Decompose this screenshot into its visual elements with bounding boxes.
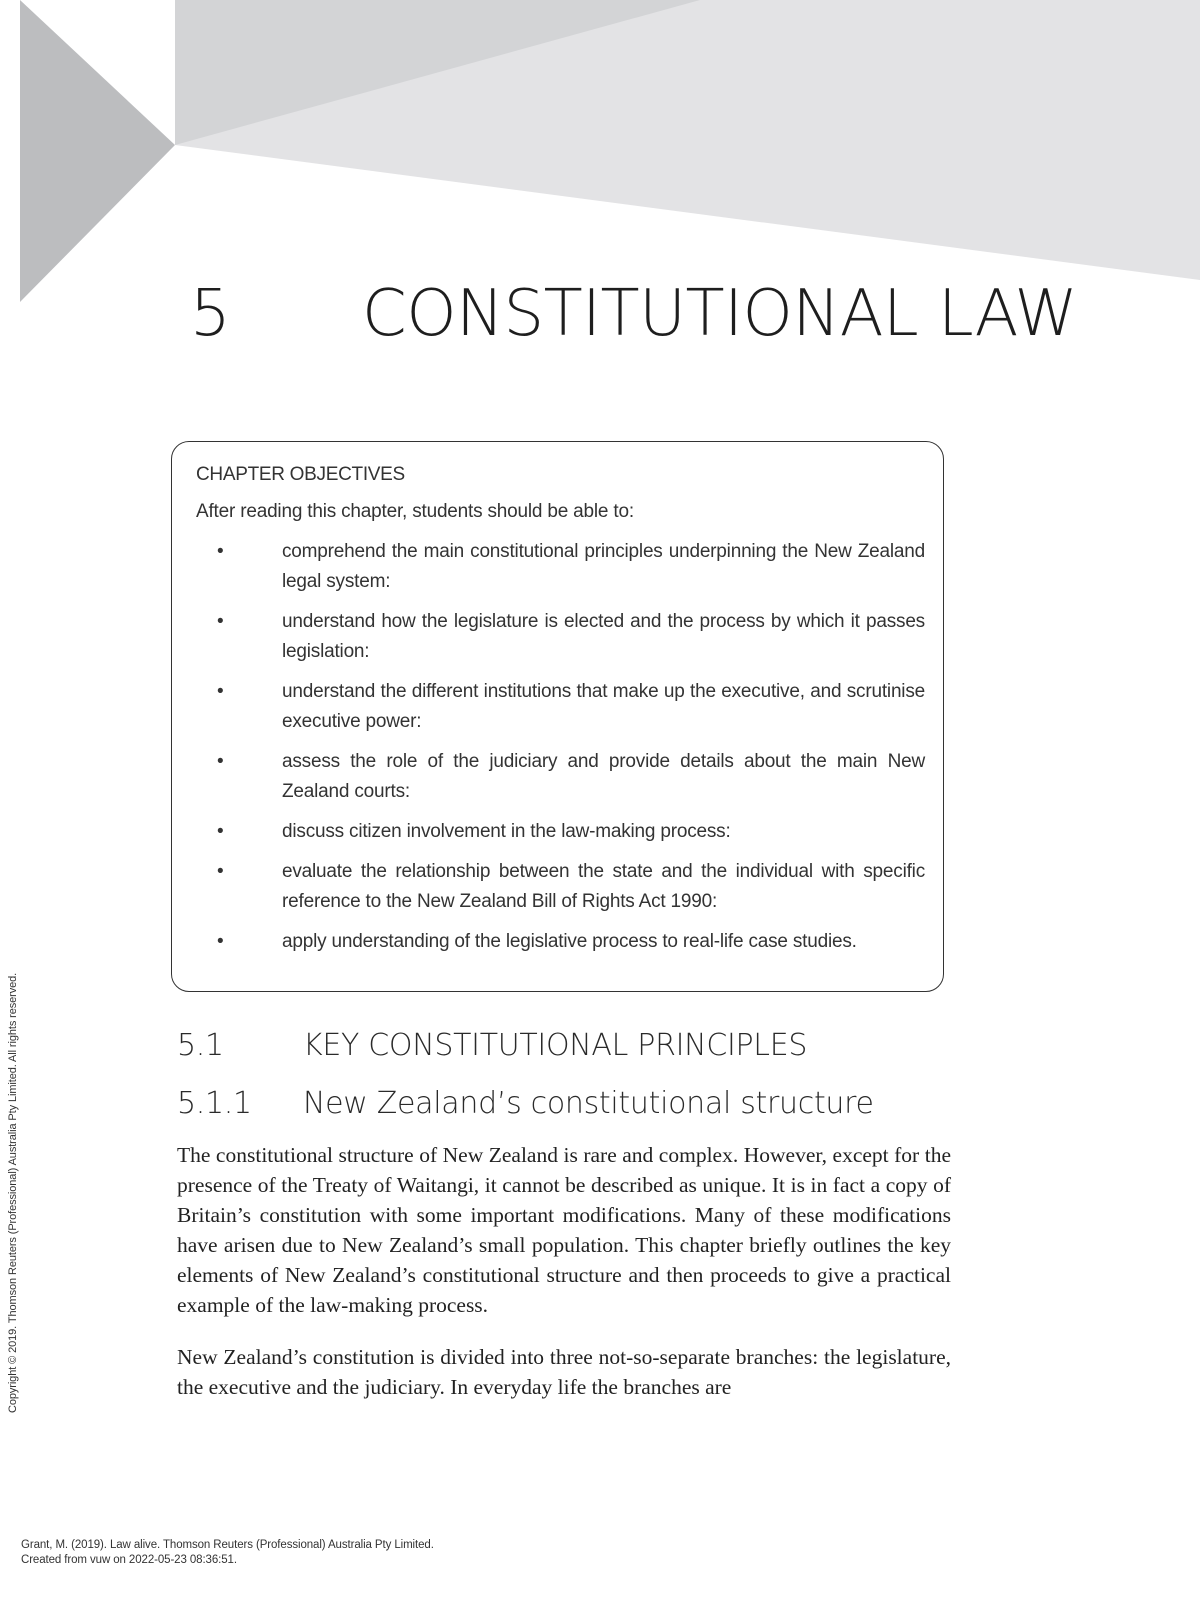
deco-left-triangle (20, 0, 175, 302)
subsection-number: 5.1.1 (177, 1086, 252, 1121)
objective-item (196, 537, 925, 597)
footer-created: Created from vuw on 2022-05-23 08:36:51. (21, 1554, 237, 1566)
chapter-title: CONSTITUTIONAL LAW (362, 277, 1078, 351)
objective-item (196, 927, 925, 957)
footer-citation: Grant, M. (2019). Law alive. Thomson Reuters (Professional) Australia Pty Limited. (21, 1539, 434, 1551)
objectives-intro: After reading this chapter, students should be able to: (196, 501, 634, 522)
bullet-icon: • (217, 681, 224, 702)
bullet-icon: • (217, 751, 224, 772)
objective-text: understand how the legislature is elected and the process by which it passes legislation: (282, 611, 925, 662)
bullet-icon: • (217, 931, 224, 952)
objective-item (196, 857, 925, 917)
chapter-objectives-box (171, 441, 944, 992)
objective-item (196, 747, 925, 807)
body-paragraph: The constitutional structure of New Zealand is rare and complex. However, except for the presence of the Treaty of Waitangi, it cannot be described as unique. It is in fact a copy of Britain’s constitution with some important modifications. Many of these modifications have arisen due to New Zealand’s small population. This chapter briefly outlines the key elements of New Zealand’s constitutional structure and then proceeds to give a practical example of the law-making process. (177, 1143, 951, 1317)
header-decoration (0, 0, 1200, 310)
objective-text: apply understanding of the legislative process to real-life case studies. (282, 931, 857, 952)
objective-item (196, 817, 925, 847)
objective-text: comprehend the main constitutional principles underpinning the New Zealand legal system: (282, 541, 925, 592)
objective-item (196, 607, 925, 667)
bullet-icon: • (217, 861, 224, 882)
objective-text: evaluate the relationship between the state and the individual with specific reference to the New Zealand Bill of Rights Act 1990: (282, 861, 925, 912)
subsection-title: New Zealand’s constitutional structure (303, 1086, 874, 1121)
objectives-heading: CHAPTER OBJECTIVES (196, 464, 405, 485)
page-footer (21, 1538, 434, 1568)
body-paragraph: New Zealand’s constitution is divided into three not-so-separate branches: the legislature, the executive and the judiciary. In everyday life the branches are (177, 1345, 951, 1399)
bullet-icon: • (217, 611, 224, 632)
bullet-icon: • (217, 541, 224, 562)
objectives-list (196, 537, 925, 957)
section-number: 5.1 (177, 1028, 224, 1063)
side-copyright-notice: Copyright © 2019. Thomson Reuters (Professional) Australia Pty Limited. All rights reserved. (7, 972, 19, 1413)
objective-item (196, 677, 925, 737)
section-title: KEY CONSTITUTIONAL PRINCIPLES (303, 1028, 808, 1063)
chapter-number: 5 (190, 277, 231, 351)
objective-text: discuss citizen involvement in the law-making process: (282, 821, 731, 842)
objective-text: understand the different institutions that make up the executive, and scrutinise executive power: (282, 681, 925, 732)
objective-text: assess the role of the judiciary and provide details about the main New Zealand courts: (282, 751, 925, 802)
bullet-icon: • (217, 821, 224, 842)
